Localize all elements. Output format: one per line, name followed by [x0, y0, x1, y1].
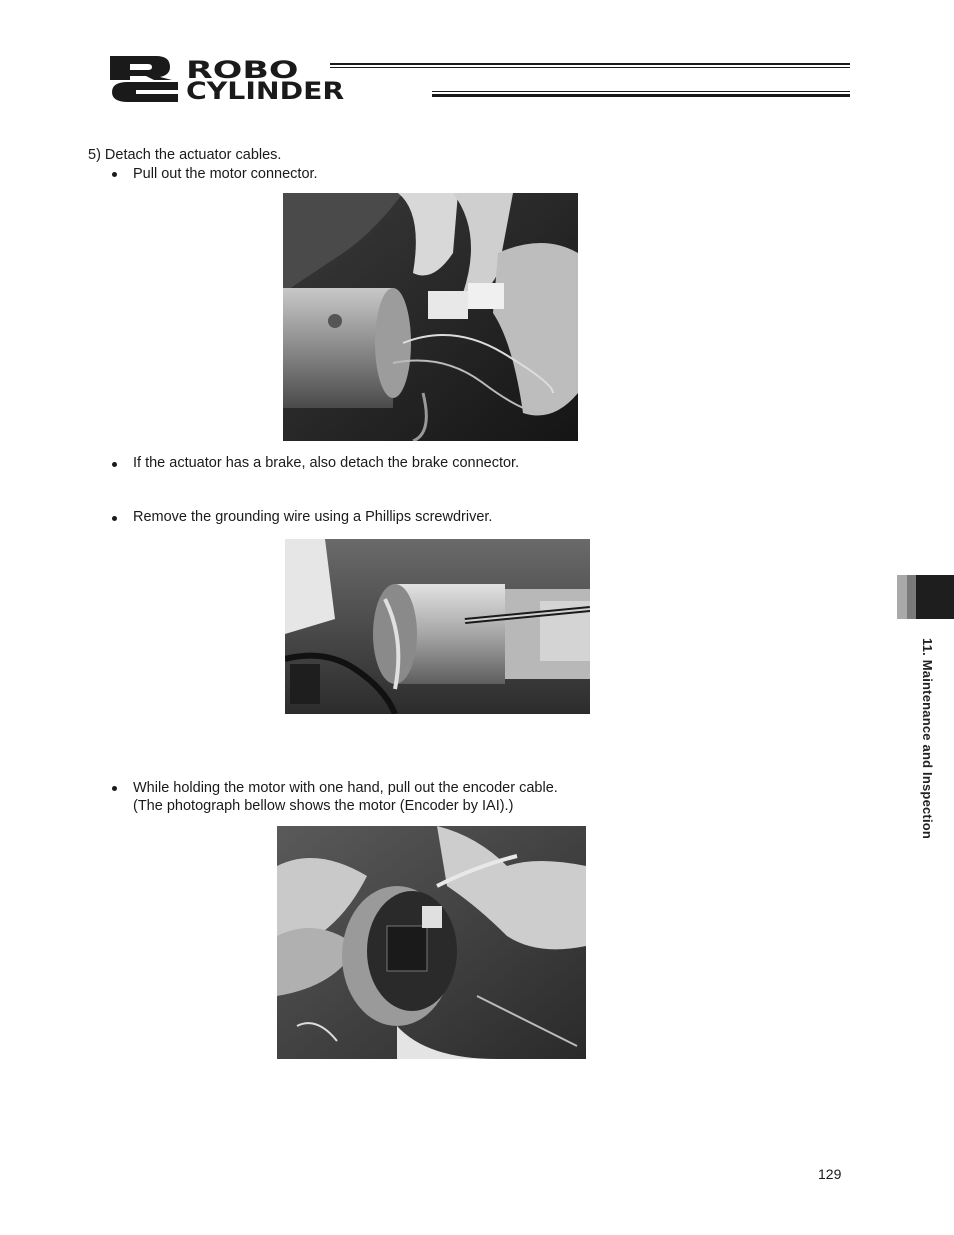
bullet-dot — [112, 172, 117, 177]
step-heading: 5) Detach the actuator cables. — [88, 147, 282, 163]
header-rule-bottom-thin — [432, 91, 850, 92]
photo-motor-connector — [283, 193, 578, 441]
photo-grounding-wire — [285, 539, 590, 714]
bullet-dot — [112, 516, 117, 521]
photo-encoder-cable — [277, 826, 586, 1059]
chapter-side-label: 11. Maintenance and Inspection — [920, 638, 935, 840]
bullet-text: Remove the grounding wire using a Phillips screwdriver. — [133, 509, 493, 525]
rc-logo-mark — [108, 54, 184, 104]
page-number: 129 — [818, 1166, 842, 1182]
bullet-dot — [112, 462, 117, 467]
bullet-text-continued: (The photograph bellow shows the motor (Encoder by IAI).) — [133, 798, 514, 814]
bullet-text: While holding the motor with one hand, pull out the encoder cable. — [133, 780, 558, 796]
bullet-dot — [112, 786, 117, 791]
bullet-text: If the actuator has a brake, also detach the brake connector. — [133, 455, 520, 471]
header-rule-top-thick — [330, 63, 850, 65]
header-rule-top-thin — [330, 67, 850, 68]
chapter-tab-marker — [897, 575, 954, 619]
bullet-text: Pull out the motor connector. — [133, 166, 318, 182]
header-rule-bottom-thick — [432, 94, 850, 97]
logo-robo-text: ROBO — [186, 56, 299, 84]
logo-cylinder-text: CYLINDER — [186, 77, 345, 105]
